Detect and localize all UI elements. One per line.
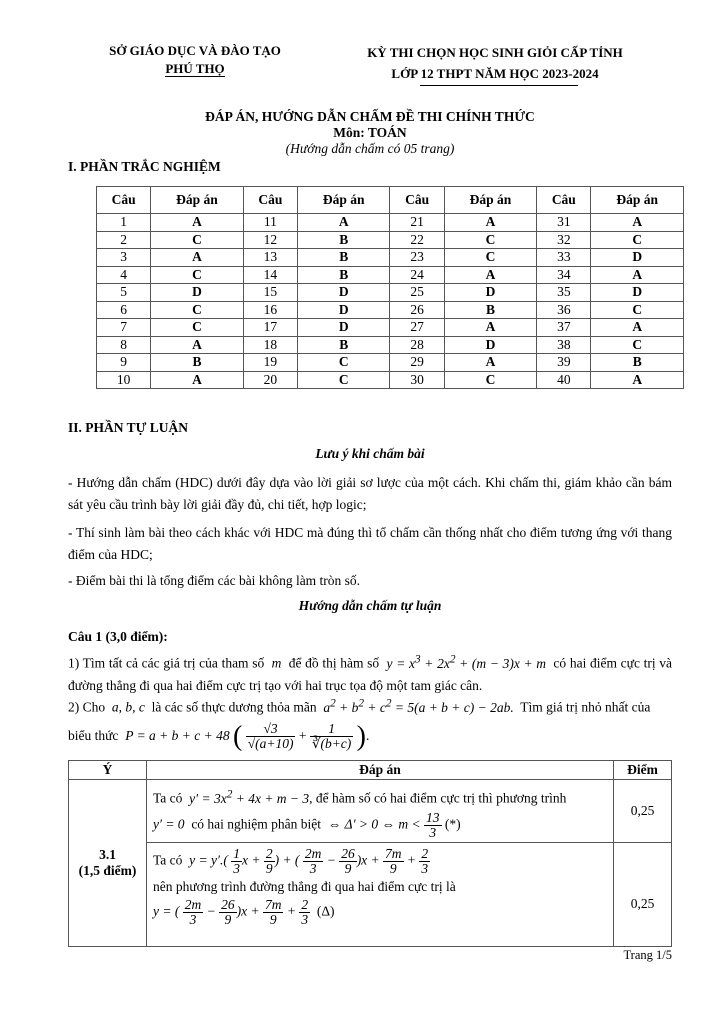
answer-value: A	[151, 371, 243, 389]
answer-value: B	[591, 354, 684, 372]
question-number: 15	[243, 284, 297, 302]
q1-p2-text-c: Tìm giá trị nhỏ nhất của	[520, 699, 651, 715]
q1-p2-text-d: biểu thức	[68, 728, 119, 743]
answer-value: D	[444, 284, 536, 302]
question-number: 31	[537, 214, 591, 232]
question-number: 6	[97, 301, 151, 319]
answer-table	[96, 186, 684, 389]
row1-text-b: , để hàm số có hai điểm cực trị thì phương trình	[309, 790, 567, 806]
question-number: 4	[97, 266, 151, 284]
note-2: - Thí sinh làm bài theo cách khác với HDC mà đúng thì tổ chấm cần thống nhất cho điểm tương ứng với thang điểm của HDC;	[68, 525, 672, 562]
question-number: 1	[97, 214, 151, 232]
title-subject: Môn: TOÁN	[333, 125, 407, 140]
question-number: 28	[390, 336, 444, 354]
exam-line-2: LỚP 12 THPT NĂM HỌC 2023-2024	[391, 66, 599, 81]
answer-value: C	[151, 319, 243, 337]
col-question: Câu	[243, 187, 297, 214]
col-question: Câu	[537, 187, 591, 214]
answer-value: A	[591, 266, 684, 284]
answer-value: A	[591, 371, 684, 389]
score-cell-2: 0,25	[614, 842, 672, 946]
question-number: 10	[97, 371, 151, 389]
question-number: 30	[390, 371, 444, 389]
col-answer-text: Đáp án	[147, 761, 614, 780]
page-number: Trang 1/5	[623, 948, 672, 962]
document-title	[100, 109, 640, 157]
answer-value: A	[444, 266, 536, 284]
question-number: 9	[97, 354, 151, 372]
answer-value: A	[591, 319, 684, 337]
answer-row	[97, 249, 684, 267]
question-number: 40	[537, 371, 591, 389]
question-number: 11	[243, 214, 297, 232]
answer-value: A	[591, 214, 684, 232]
question-number: 36	[537, 301, 591, 319]
answer-value: C	[151, 266, 243, 284]
question-number: 35	[537, 284, 591, 302]
answer-value: C	[444, 231, 536, 249]
org-header	[80, 42, 310, 78]
question-number: 17	[243, 319, 297, 337]
part1-heading: I. PHẦN TRẮC NGHIỆM	[68, 159, 221, 174]
answer-value: C	[297, 354, 389, 372]
answer-row	[97, 284, 684, 302]
answer-value: D	[297, 319, 389, 337]
question-number: 25	[390, 284, 444, 302]
grading-row	[69, 780, 672, 843]
question-number: 37	[537, 319, 591, 337]
answer-value: A	[151, 249, 243, 267]
answer-value: D	[297, 301, 389, 319]
answer-value: C	[151, 301, 243, 319]
part-label-cell	[69, 780, 147, 947]
answer-value: D	[591, 284, 684, 302]
note-3: - Điểm bài thi là tổng điểm các bài không làm tròn số.	[68, 573, 361, 588]
answer-value: A	[444, 354, 536, 372]
col-score: Điểm	[614, 761, 672, 780]
answer-value: D	[444, 336, 536, 354]
score-cell-1: 0,25	[614, 780, 672, 843]
answer-value: C	[444, 249, 536, 267]
answer-row	[97, 301, 684, 319]
question-number: 24	[390, 266, 444, 284]
row2-text-b: nên phương trình đường thẳng đi qua hai điểm cực trị là	[153, 878, 456, 894]
col-answer: Đáp án	[444, 187, 536, 214]
answer-value: B	[297, 336, 389, 354]
note-title: Lưu ý khi chấm bài	[315, 446, 425, 461]
q1-part1: 1) Tìm tất cả các giá trị của tham số m để đồ thị hàm số $y = x^3 + 2x^2 + (m - 3)x + m$ có hai điểm cực trị và đường thẳng đi qua hai điểm cực trị tạo với hai trục tọa độ một tam giác cân.	[68, 653, 673, 693]
org-line-1: SỞ GIÁO DỤC VÀ ĐÀO TẠO	[109, 43, 281, 58]
part-points: (1,5 điểm)	[78, 862, 137, 878]
note-1: - Hướng dẫn chấm (HDC) dưới đây dựa vào lời giải sơ lược của một cách. Khi chấm thi, giám khảo cần bám sát yêu cầu trình bày lời giải đầy đủ, chi tiết, hợp logic;	[68, 475, 672, 512]
col-question: Câu	[390, 187, 444, 214]
q1-p2-text-b: là các số thực dương thỏa mãn	[151, 699, 317, 715]
part2-heading: II. PHẦN TỰ LUẬN	[68, 420, 189, 435]
guide-title: Hướng dẫn chấm tự luận	[298, 598, 442, 613]
answer-row	[97, 336, 684, 354]
q1-p2-text-a: 2) Cho	[68, 699, 106, 715]
answer-value: C	[591, 231, 684, 249]
answer-value: C	[591, 336, 684, 354]
answer-value: C	[444, 371, 536, 389]
answer-row	[97, 371, 684, 389]
answer-value: D	[297, 284, 389, 302]
grading-table	[68, 760, 672, 947]
answer-value: D	[591, 249, 684, 267]
answer-value: A	[297, 214, 389, 232]
question-number: 19	[243, 354, 297, 372]
col-question: Câu	[97, 187, 151, 214]
question-number: 26	[390, 301, 444, 319]
row1-text-c: có hai nghiệm phân biệt	[191, 816, 322, 832]
grading-table-header	[69, 761, 672, 780]
q1-heading: Câu 1 (3,0 điểm):	[68, 629, 168, 644]
answer-value: A	[151, 214, 243, 232]
answer-value: C	[151, 231, 243, 249]
question-number: 22	[390, 231, 444, 249]
row1-text-a: Ta có	[153, 790, 183, 806]
row2-text-a: Ta có	[153, 852, 183, 868]
answer-value: D	[151, 284, 243, 302]
exam-line-1: KỲ THI CHỌN HỌC SINH GIỎI CẤP TỈNH	[367, 45, 623, 60]
answer-value: B	[297, 266, 389, 284]
question-number: 38	[537, 336, 591, 354]
answer-value: A	[151, 336, 243, 354]
question-number: 7	[97, 319, 151, 337]
question-number: 39	[537, 354, 591, 372]
q1-p1-text-a: 1) Tìm tất cả các giá trị của tham số	[68, 655, 265, 671]
col-answer: Đáp án	[591, 187, 684, 214]
answer-row	[97, 354, 684, 372]
question-number: 13	[243, 249, 297, 267]
answer-value: B	[297, 249, 389, 267]
answer-row	[97, 319, 684, 337]
question-number: 32	[537, 231, 591, 249]
col-answer: Đáp án	[297, 187, 389, 214]
q1-part2: 2) Cho a, b, c là các số thực dương thỏa mãn $a^2 + b^2 + c^2 = 5(a + b + c) - 2ab$. Tìm giá trị nhỏ nhất của	[68, 697, 651, 715]
answer-cell-2: Ta có y = y′.( $\frac{1}{3}$ x + $\frac{2}{9}$ ) + ( $\frac{2m}{3}$ − $\frac{26}{9}$ )x + $\frac{7m}{9}$ + $\frac{2}{3}$ nên phương trình đường thẳng đi qua hai điểm cực trị là y = ( $\frac{2m}{3}$ − $\frac{26}{9}$ )x + $\frac{7m}{9}$ + $\frac{2}{3}$ (Δ)	[147, 842, 614, 946]
title-line-1: ĐÁP ÁN, HƯỚNG DẪN CHẤM ĐỀ THI CHÍNH THỨC	[205, 109, 535, 124]
grading-row	[69, 842, 672, 946]
question-number: 5	[97, 284, 151, 302]
answer-value: B	[444, 301, 536, 319]
col-y: Ý	[69, 761, 147, 780]
question-number: 20	[243, 371, 297, 389]
question-number: 33	[537, 249, 591, 267]
question-number: 18	[243, 336, 297, 354]
part-label: 3.1	[99, 846, 116, 862]
question-number: 29	[390, 354, 444, 372]
question-number: 8	[97, 336, 151, 354]
question-number: 16	[243, 301, 297, 319]
org-line-2: PHÚ THỌ	[165, 61, 225, 76]
question-number: 34	[537, 266, 591, 284]
q1-expression: biểu thức P = a + b + c + 48 ( $\frac{√3}{√(a+10)}$ + $\frac{1}{∛(b+c)}$ ).	[68, 720, 370, 752]
answer-value: C	[297, 371, 389, 389]
answer-row	[97, 214, 684, 232]
question-number: 3	[97, 249, 151, 267]
answer-cell-1: Ta có $y' = 3x^2 + 4x + m - 3$, để hàm số có hai điểm cực trị thì phương trình y′ = 0 có hai nghiệm phân biệt ⇔ Δ′ > 0 ⇔ m < $\frac{13}{3}$ (*)	[147, 780, 614, 843]
question-number: 21	[390, 214, 444, 232]
q1-p1-text-c: có hai điểm cực trị và đường thẳng đi qua hai điểm cực trị tạo với hai trục tọa độ một tam giác cân.	[68, 655, 673, 693]
question-number: 12	[243, 231, 297, 249]
exam-header	[330, 42, 660, 84]
answer-value: B	[151, 354, 243, 372]
question-number: 14	[243, 266, 297, 284]
question-number: 27	[390, 319, 444, 337]
answer-row	[97, 266, 684, 284]
answer-value: C	[591, 301, 684, 319]
title-note: (Hướng dẫn chấm có 05 trang)	[285, 141, 455, 156]
question-number: 23	[390, 249, 444, 267]
answer-table-header	[97, 187, 684, 214]
col-answer: Đáp án	[151, 187, 243, 214]
answer-value: A	[444, 214, 536, 232]
answer-row	[97, 231, 684, 249]
answer-value: A	[444, 319, 536, 337]
question-number: 2	[97, 231, 151, 249]
header-divider	[420, 85, 578, 86]
q1-p1-text-b: để đồ thị hàm số	[288, 655, 380, 671]
answer-value: B	[297, 231, 389, 249]
